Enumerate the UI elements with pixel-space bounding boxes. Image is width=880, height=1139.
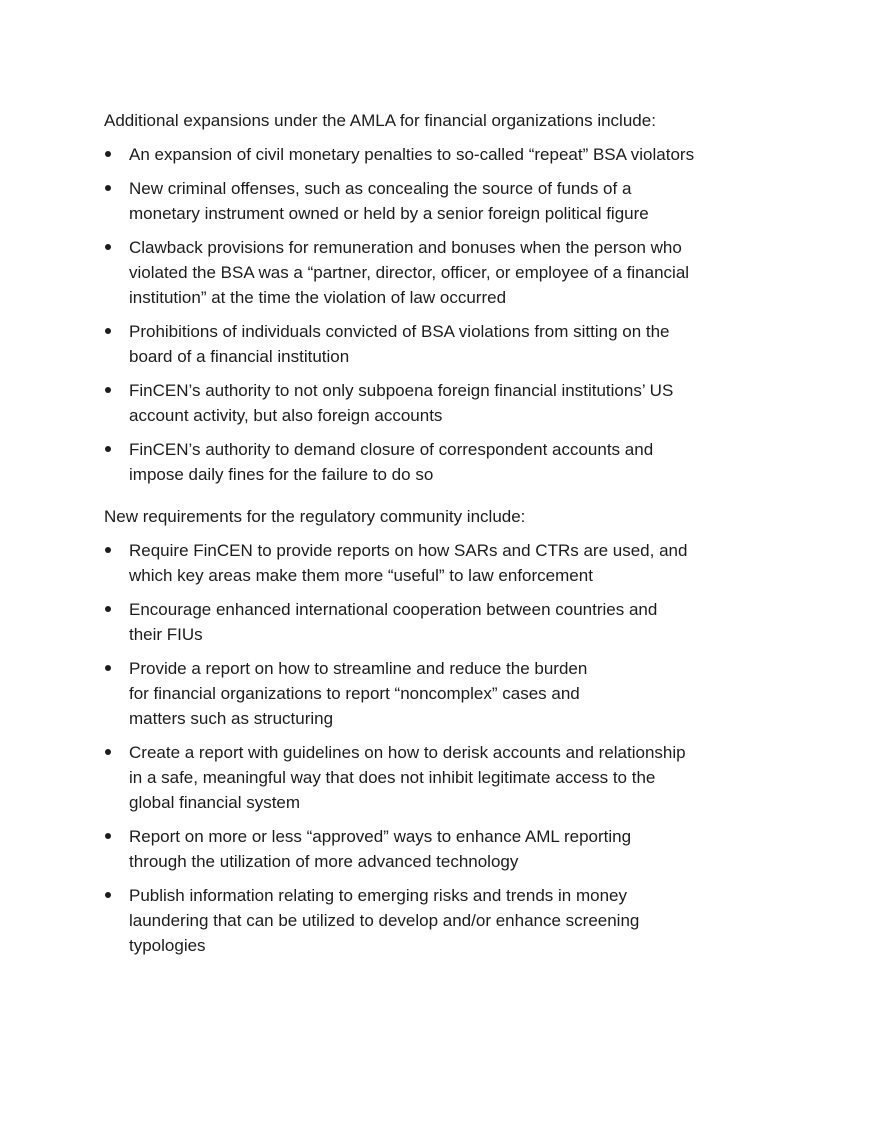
bullet-icon	[104, 883, 112, 908]
list-item	[104, 538, 784, 588]
list-item-text: laundering that can be utilized to develop and/or enhance screening	[129, 911, 640, 930]
list-item	[104, 378, 784, 428]
list-item	[104, 319, 784, 369]
list-item-text: which key areas make them more “useful” to law enforcement	[129, 566, 593, 585]
list-item-text: Clawback provisions for remuneration and bonuses when the person who	[129, 238, 682, 257]
list-item	[104, 740, 784, 815]
bullet-icon	[104, 235, 112, 260]
bullet-icon	[104, 437, 112, 462]
bullet-list	[104, 142, 784, 487]
list-item	[104, 656, 784, 731]
list-item-text: Prohibitions of individuals convicted of BSA violations from sitting on the	[129, 322, 670, 341]
list-item-text: Encourage enhanced international cooperation between countries and	[129, 600, 658, 619]
list-item-text: institution” at the time the violation of law occurred	[129, 288, 507, 307]
list-item	[104, 824, 784, 874]
bullet-icon	[104, 824, 112, 849]
list-item-text: monetary instrument owned or held by a senior foreign political figure	[129, 204, 649, 223]
list-item-text: through the utilization of more advanced technology	[129, 852, 519, 871]
list-item	[104, 142, 784, 167]
bullet-list	[104, 538, 784, 958]
list-item-text: Create a report with guidelines on how to derisk accounts and relationship	[129, 743, 686, 762]
list-item-text: impose daily fines for the failure to do so	[129, 465, 434, 484]
bullet-icon	[104, 538, 112, 563]
bullet-icon	[104, 656, 112, 681]
bullet-icon	[104, 378, 112, 403]
list-item-text: matters such as structuring	[129, 709, 334, 728]
list-item-text: in a safe, meaningful way that does not inhibit legitimate access to the	[129, 768, 656, 787]
section-intro: Additional expansions under the AMLA for financial organizations include:	[104, 111, 656, 130]
list-item	[104, 597, 784, 647]
list-item-text: New criminal offenses, such as concealing the source of funds of a	[129, 179, 632, 198]
list-item-text: An expansion of civil monetary penalties to so-called “repeat” BSA violators	[129, 145, 695, 164]
list-item-text: account activity, but also foreign accounts	[129, 406, 443, 425]
list-item-text: FinCEN’s authority to not only subpoena foreign financial institutions’ US	[129, 381, 674, 400]
list-item	[104, 235, 784, 310]
list-item	[104, 437, 784, 487]
document-body	[104, 108, 784, 958]
bullet-icon	[104, 740, 112, 765]
list-item	[104, 883, 784, 958]
list-item-text: board of a financial institution	[129, 347, 350, 366]
section-intro: New requirements for the regulatory community include:	[104, 507, 526, 526]
list-item-text: typologies	[129, 936, 206, 955]
list-item-text: Publish information relating to emerging risks and trends in money	[129, 886, 627, 905]
bullet-icon	[104, 597, 112, 622]
list-item-text: Provide a report on how to streamline and reduce the burden	[129, 659, 588, 678]
list-item-text: violated the BSA was a “partner, director, officer, or employee of a financial	[129, 263, 690, 282]
list-item-text: global financial system	[129, 793, 301, 812]
list-item-text: their FIUs	[129, 625, 203, 644]
list-item-text: Require FinCEN to provide reports on how SARs and CTRs are used, and	[129, 541, 688, 560]
bullet-icon	[104, 176, 112, 201]
bullet-icon	[104, 142, 112, 167]
list-item-text: Report on more or less “approved” ways to enhance AML reporting	[129, 827, 632, 846]
list-item-text: FinCEN’s authority to demand closure of correspondent accounts and	[129, 440, 654, 459]
bullet-icon	[104, 319, 112, 344]
list-item-text: for financial organizations to report “noncomplex” cases and	[129, 684, 580, 703]
list-item	[104, 176, 784, 226]
